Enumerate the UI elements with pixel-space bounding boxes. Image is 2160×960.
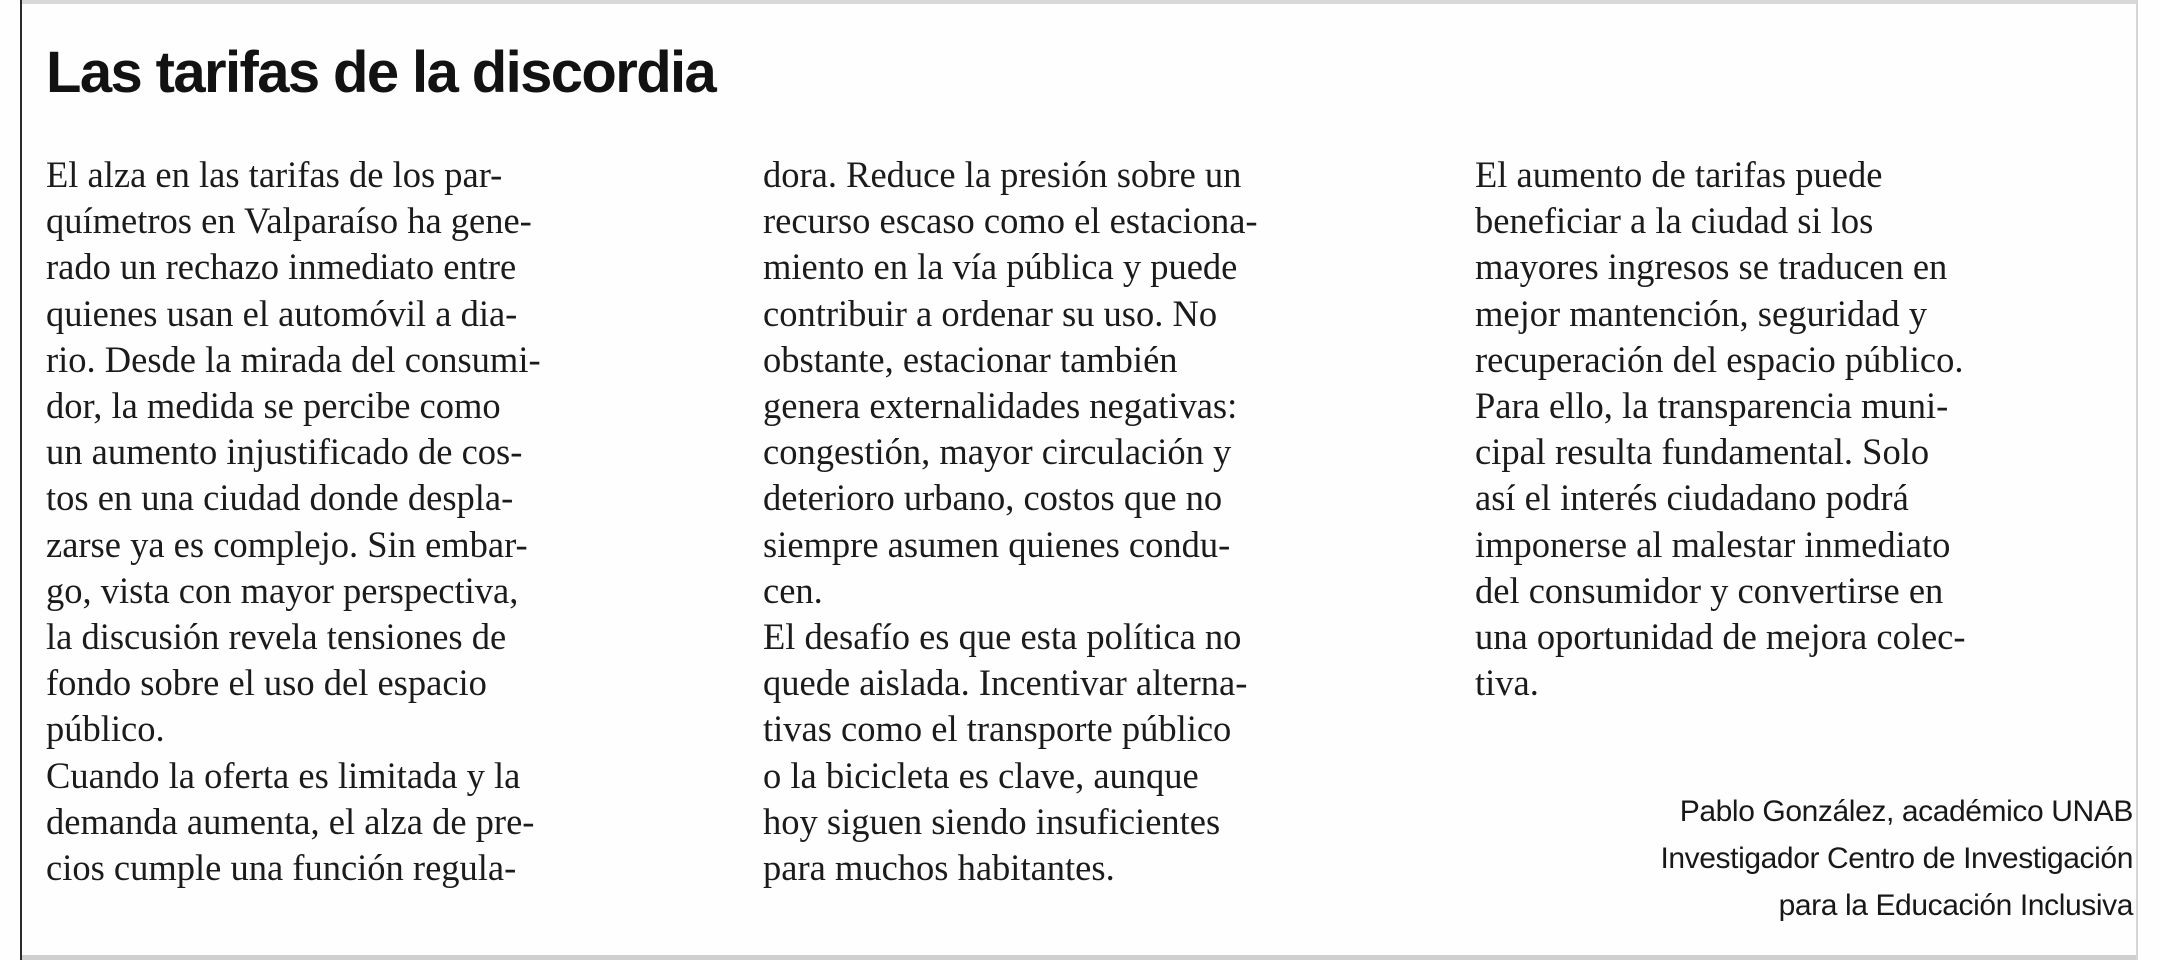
- bottom-rule: [22, 955, 2136, 960]
- top-rule: [22, 0, 2138, 4]
- author-byline: [1660, 788, 2133, 929]
- byline-role: Investigador Centro de Investigación: [1660, 842, 2133, 875]
- byline-author: Pablo González, académico UNAB: [1679, 795, 2133, 828]
- right-rule: [2136, 0, 2138, 960]
- left-rule: [20, 0, 22, 960]
- byline-institution: para la Educación Inclusiva: [1778, 889, 2133, 922]
- article-column-1: El alza en las tarifas de los par- químetros en Valparaíso ha gene- rado un rechazo inmediato entre quienes usan el automóvil a dia- rio. Desde la mirada del consumi- dor, la medida se percibe como un aumento injustificado de cos- tos en una ciudad donde despla- zarse ya es complejo. Sin embar- go, vista con mayor perspectiva, la discusión revela tensiones de fondo sobre el uso del espacio público. Cuando la oferta es limitada y la demanda aumenta, el alza de pre- cios cumple una función regula-: [46, 154, 541, 889]
- article-title: Las tarifas de la discordia: [46, 40, 716, 105]
- article-column-3: El aumento de tarifas puede beneficiar a la ciudad si los mayores ingresos se traducen en mejor mantención, seguridad y recuperación del espacio público. Para ello, la transparencia muni- cipal resulta fundamental. Solo así el interés ciudadano podrá imponerse al malestar inmediato del consumidor y convertirse en una oportunidad de mejora colec- tiva.: [1475, 154, 1966, 704]
- article-column-2: dora. Reduce la presión sobre un recurso escaso como el estaciona- miento en la vía pública y puede contribuir a ordenar su uso. No obstante, estacionar también genera externalidades negativas: congestión, mayor circulación y deterioro urbano, costos que no siempre asumen quienes condu- cen. El desafío es que esta política no quede aislada. Incentivar alterna- tivas como el transporte público o la bicicleta es clave, aunque hoy siguen siendo insuficientes para muchos habitantes.: [763, 154, 1258, 889]
